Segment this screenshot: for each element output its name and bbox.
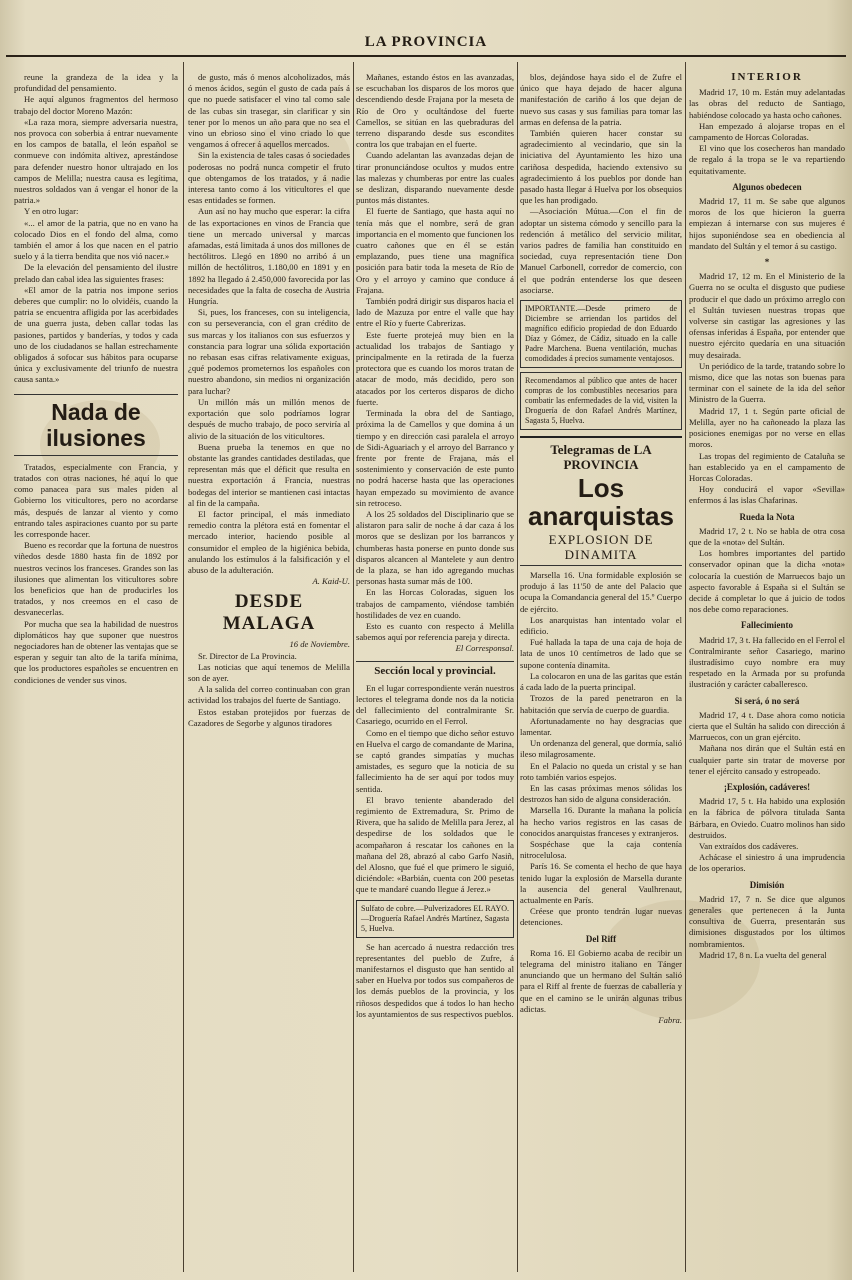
column-5: [689, 72, 845, 1270]
paragraph: blos, dejándose haya sido el de Zufre el único que haya dejado de hacer alguna manifestación de cariño á los que dejan de nuevo sus casas y sus familias para tomar las armas en defensa de la patria.: [520, 72, 682, 127]
paragraph: Hoy conducirá el vapor «Sevilla» enfermos á las islas Chafarinas.: [689, 484, 845, 506]
paragraph: Sin la existencia de tales casas ó sociedades poderosas no podrá nunca competir el fruto que obtengamos de los tratados, y á nadie interesa tanto como á los viticultores el que esas entidades se formen.: [188, 150, 350, 206]
article-subheadline: EXPLOSION DE DINAMITA: [520, 532, 682, 566]
signature: Fabra.: [658, 1014, 682, 1025]
subsection-heading: Rueda la Nota: [739, 511, 795, 522]
paragraph: Se han acercado á nuestra redacción tres representantes del pueblo de Zufre, á manifestarnos el disgusto que han sentido al saber en Huelva por todos sus compañeros de los demás pueblos de la provincia, y los riñosos despedidos que á todos lo han hecho los ayuntamientos de sus respectivos pueblos.: [356, 941, 514, 1019]
paragraph: Van extraídos dos cadáveres.: [699, 841, 799, 851]
paragraph: El fuerte de Santiago, que hasta aquí no tenía más que el nombre, será de gran importancia en el momento que funcionen los cuatro cañones que en él se están emplazando, pues tiene una magnífica posición para batir toda la meseta de Río de Oro y el arroyo y camino que conduce á Frajana.: [356, 206, 514, 295]
paragraph: Trozos de la pared penetraron en la habitación que servía de cuerpo de guardia.: [520, 693, 682, 715]
paragraph: Este fuerte protejeá muy bien en la actualidad los trabajos de Santiago y principalmente en la retirada de la fuerza protectora que es cuando los moros tratan de atacar de modo, más decidido, pero son atacados por los certeros disparos de dicho fuerte.: [356, 329, 514, 407]
paragraph: En el lugar correspondiente verán nuestros lectores el telegrama donde nos da la noticia del fallecimiento del contralmirante Sr. Casariego, ocurrido en el Ferrol.: [356, 682, 514, 727]
masthead-title: LA PROVINCIA: [364, 34, 488, 50]
subsection-heading: Algunos obedecen: [732, 181, 802, 192]
subsection-heading: Si será, ó no será: [734, 695, 800, 706]
paragraph: También quieren hacer constar su agradecimiento al vecindario, que sin la iniciativa del Ayuntamiento les hizo una cariñosa despedida, haciendo extensivo su agradecimiento á los pueblos por donde han pasado hasta llegar á Huelva por los obsequios que les han prodigado.: [520, 128, 682, 206]
paragraph: de gusto, más ó menos alcoholizados, más ó menos ácidos, según el gusto de cada país á que no puede satisfacer el vino tal como sale de las cubas sin trasegar, sin clarificar y sin tener por lo menos un año para que no sea el vino un ebrioso sino el vino criado lo que vengamos á ofrecer á aquellos mercados.: [188, 72, 350, 150]
telegram-header: Telegramas de LA PROVINCIA: [520, 436, 682, 472]
separator-mark: *: [764, 257, 770, 268]
paragraph: Madrid 17, 8 n. La vuelta del general: [699, 949, 827, 960]
paragraph: En las Horcas Coloradas, siguen los trabajos de campamento, viéndose también hostilidades de vez en cuando.: [356, 587, 514, 620]
subsection-heading: Dimisión: [749, 879, 785, 890]
article-headline: Nada de ilusiones: [14, 394, 178, 456]
dateline: 16 de Noviembre.: [289, 639, 350, 650]
column-divider: [685, 62, 686, 1272]
paragraph: Mañanes, estando éstos en las avanzadas, se escuchaban los disparos de los moros que descendiendo desde Frajana por la meseta de Río de Oro y ocultándose del fuerte Camellos, se sitúan en las quebraduras del terreno disparando desde sus escondites contra los que trabajan en el fuerte.: [356, 72, 514, 150]
paragraph: Y en otro lugar:: [24, 206, 79, 217]
advertisement: IMPORTANTE.—Desde primero de Diciembre se arriendan los partidos del magnífico edificio propiedad de don Eduardo Díaz y Gómez, de Cádiz, situado en la calle Padre Marchena. Buena ventilación, muchas comodidades á precios sumamente ventajosos.: [520, 300, 682, 368]
advertisement: Recomendamos al público que antes de hacer compras de los combustibles necesarios para combatir las enfermedades de la vid, visiten la Droguería de don Rafael Andrés Martínez, Sagasta 5, Huelva.: [520, 372, 682, 430]
column-4: [520, 72, 682, 1270]
column-divider: [353, 62, 354, 1272]
paragraph: En las casas próximas menos sólidas los destrozos han sido de alguna consideración.: [520, 782, 682, 805]
paragraph: Afortunadamente no hay desgracias que lamentar.: [520, 715, 682, 737]
paragraph: He aquí algunos fragmentos del hermoso trabajo del doctor Moreno Mazón:: [14, 94, 178, 116]
paragraph: De la elevación del pensamiento del ilustre prelado dan cabal idea las siguientes frases:: [14, 262, 178, 284]
paragraph: Un ordenanza del general, que dormía, salió ileso milagrosamente.: [520, 738, 682, 760]
paragraph: —Asociación Mútua.—Con el fin de adoptar un sistema cómodo y sencillo para la redención á metálico del servicio militar, varios padres de familia han constituido en sociedad, cuya representación tiene Don Manuel Carbonell, corredor de comercio, con el que podrán entenderse los que deseen asociarse.: [520, 206, 682, 295]
subsection-heading: Fallecimiento: [741, 620, 793, 631]
paragraph: Un periódico de la tarde, tratando sobre lo mismo, dice que las notas son buenas para terminar con el sainete de la ida del señor Ministro de la Guerra.: [689, 360, 845, 405]
paragraph: Un millón más un millón menos de exportación que solo podríamos lograr después de mucho trabajo, de poco serviría al alivio de la situación de los viticultores.: [188, 396, 350, 441]
paragraph: Madrid 17, 7 n. Se dice que algunos generales que pertenecen á la Junta consultiva de Guerra, presentarán sus dimisiones disgustados por los últimos nombramientos.: [689, 893, 845, 949]
paragraph: Madrid 17, 4 t. Dase ahora como noticia cierta que el Sultán ha salido con dirección á Marruecos, con un gran ejército.: [689, 709, 845, 743]
paragraph: La colocaron en una de las garitas que están á cada lado de la puerta principal.: [520, 670, 682, 693]
paragraph: Cuando adelantan las avanzadas dejan de tirar pronunciándose ocultos y mudos entre las malezas y chumberas por entre las cuales se deslizan, disparando nuevamente desde puntos más distantes.: [356, 150, 514, 206]
paragraph: Fué hallada la tapa de una caja de hoja de lata de unos 10 centímetros de lado que se supone contenía dinamita.: [520, 637, 682, 670]
paragraph: En el Palacio no queda un cristal y se han roto también varios espejos.: [520, 760, 682, 782]
paragraph: Aun así no hay mucho que esperar: la cifra de las exportaciones en vinos de Francia que tiene un mercado universal y marcas afamadas, está limitada á unos dos millones de hectólitros. Llegó en 1890 no arribó á un millón de hectólitros, 1.180,00 en 1891 y en 1892 ha llegado á 2.450,000 favorecida por las necesidades que la falta de cosecha de Austria Hungría.: [188, 206, 350, 307]
paragraph: Madrid 17, 10 m. Están muy adelantadas las obras del reducto de Santiago, habiéndose colocado ya hasta ocho cañones.: [689, 87, 845, 120]
paragraph: Roma 16. El Gobierno acaba de recibir un telegrama del ministro italiano en Tánger anunciando que un hermano del Sultán salió para el Riff al frente de fuerzas de caballería y que en el camino se le unirán algunas tribus adictas.: [520, 947, 682, 1014]
paragraph: Buena prueba la tenemos en que no obstante las grandes cantidades destiladas, que representan más que el déficit que resulta en nuestra exportación á Francia, nuestras bodegas del interior se mantienen casi intactas al fin de la campaña.: [188, 441, 350, 508]
paragraph: Madrid 17, 11 m. Se sabe que algunos moros de los que hicieron la guerra empiezan á internarse con sus mujeres é hijos suponiéndose sea en obediencia al mandato del Sultán y el temor á su castigo.: [689, 196, 845, 251]
paragraph: Terminada la obra del de Santiago, próxima la de Camellos y que domina á un tiempo y en dirección casi paralela el arroyo de Sidi-Aguariach y el arroyo del Barranco y frente por frente de Frajana, más el sostenimiento y conservación de este punto no podrá hacerse hasta que las operaciones hayan empezado su movimiento de avance sin retroceso.: [356, 408, 514, 508]
paragraph: Achácase el siniestro á una imprudencia de los operarios.: [689, 852, 845, 874]
paragraph: Sospéchase que la caja contenía nitrocelulosa.: [520, 838, 682, 861]
paragraph: Por mucha que sea la habilidad de nuestros diplomáticos hay que suponer que nuestros negociadores han de obtener las ventajas que se esperan y seguir tan alto de la tarifa mínima, que los productores españoles se encuentren en condiciones de vender sus vinos.: [14, 618, 178, 685]
paragraph: Madrid 17, 1 t. Según parte oficial de Melilla, ayer no ha cañoneado la plaza las posiciones enemigas por no verse en ellas moros.: [689, 405, 845, 450]
paragraph: El factor principal, el más inmediato remedio contra la plétora está en fomentar el mercado interior, haciendo posible al consumidor el empleo de la higiénica bebida, anulando los estímulos á la falsificación y el abuso de la adulteración.: [188, 508, 350, 575]
paragraph: A los 25 soldados del Disciplinario que se alistaron para salir de noche á dar caza á los moros que se deslizan por los barrancos y chumberas hasta ponerse en punto donde sus disparos alcancen al Mantelete y aun dentro de la plaza, se han ido agregando muchas personas hasta sumar más de 100.: [356, 508, 514, 587]
subsection-heading: Del Riff: [585, 933, 617, 944]
paragraph: reune la grandeza de la idea y la profundidad del pensamiento.: [14, 72, 178, 94]
paragraph: El bravo teniente abanderado del regimiento de Extremadura, Sr. Primo de Rivera, que ha salido de Melilla para Jerez, al despedirse de los soldados que le acompañaron á rescatar los cañones en la mañana del 28, abrazó al cabo Garfo Nasiñ, del Alosno, que fué el que primero le siguió, diciéndole: «Barbián, cuenta con 200 pesetas que te mandaré cuando llegue á Jerez.»: [356, 794, 514, 895]
paragraph: «... el amor de la patria, que no en vano ha colocado Dios en el fondo del alma, como también el amor á los que nacen en el patrio suelo y á la tierra bendita que nos vió nacer.»: [14, 217, 178, 262]
paragraph: Esto es cuanto con respecto á Melilla sabemos aquí por referencia pareja y directa.: [356, 620, 514, 643]
paragraph: Las tropas del regimiento de Cataluña se han establecido ya en el campamento de Horcas Coloradas.: [689, 450, 845, 483]
paragraph: Bueno es recordar que la fortuna de nuestros viñedos desde 1880 hasta fin de 1892 por nuestros vecinos los franceses. Grandes son las ilusiones que alimentan los viticultores sobre los beneficios que han de producirles los tratados, y nos creemos en el caso de desvanecerlas.: [14, 540, 178, 618]
paragraph: «El amor de la patria nos impone serios deberes que cumplir: no lo olvidéis, cuando la patria se encuentra afligida por las acerbidades de una guerra justa, deben callar todas las pasiones, partidos y banderías, y todos y cada uno de los ciudadanos se hallan estrechamente obligados á sofocar sus hábitos para ocuparse única y exclusivamente del triunfo de nuestra causa santa.»: [14, 284, 178, 385]
greeting: Sr. Director de La Provincia.: [198, 650, 297, 661]
paragraph: Si, pues, los franceses, con su inteligencia, con su perseverancia, con el gran crédito de sus marcas y los italianos con sus esfuerzos y constancia para lograr una sólida exportación no rebasan esas cifras relativamente exiguas, ¿qué podemos prometernos los españoles con nuestro abandono, sin medios ni organización para luchar?: [188, 307, 350, 396]
paragraph: Madrid 17, 5 t. Ha habido una explosión en la fábrica de pólvora titulada Santa Bárbara, en Oviedo. Cuatro molinos han sido destruidos.: [689, 796, 845, 840]
paragraph: Como en el tiempo que dicho señor estuvo en Huelva el cargo de comandante de Marina, se captó grandes simpatías y muchas amistades, es seguro que la noticia de su fallecimiento ha de ser aquí por todos muy sentida.: [356, 727, 514, 794]
paragraph: Madrid 17, 2 t. No se habla de otra cosa que de la «nota» del Sultán.: [689, 525, 845, 547]
article-headline: DESDE MALAGA: [222, 591, 316, 635]
paragraph: «La raza mora, siempre adversaria nuestra, nos provoca con soberbia á entrar nuevamente en los campos de batalla, el león español se conmueve con indómita altivez, aprestándose para defender nuestro honor ultrajado en los campos de Melilla; nuestra causa es legítima, nuestros soldados van á vengar el honor de la patria.»: [14, 116, 178, 206]
paragraph: Mañana nos dirán que el Sultán está en cualquier parte sin tratar de moverse por tener el ejército cansado y estropeado.: [689, 743, 845, 776]
column-3: [356, 72, 514, 1270]
paragraph: A la salida del correo continuaban con gran actividad los trabajos del fuerte de Santiago.: [188, 684, 350, 706]
column-1: [14, 72, 178, 1270]
paragraph: Los hombres importantes del partido conservador opinan que la dicha «nota» colocaría la cuestión de Marruecos bajo un aspecto favorable á España si el Sultán se decide á completar lo que á juicio de todos nos debe como reparaciones.: [689, 548, 845, 615]
signature: El Corresponsal.: [455, 643, 514, 654]
paragraph: París 16. Se comenta el hecho de que haya tenido lugar la explosión de Marsella durante la ausencia del general Vaulhrenaut, actualmente en París.: [520, 861, 682, 905]
section-heading: Sección local y provincial.: [356, 661, 514, 677]
column-divider: [517, 62, 518, 1272]
article-headline: Los anarquistas: [528, 473, 674, 532]
paragraph: Han empezado á alojarse tropas en el campamento de Horcas Coloradas.: [689, 120, 845, 143]
column-divider: [183, 62, 184, 1272]
paragraph: Madrid 17, 3 t. Ha fallecido en el Ferrol el Contralmirante señor Casariego, marino ilustradísimo cuyo nombre era muy respetado en la Armada por su profunda ilustración y carácter caballeresco.: [689, 634, 845, 690]
paragraph: Las noticias que aquí tenemos de Melilla son de ayer.: [188, 661, 350, 683]
paragraph: El vino que los cosecheros han mandado de regalo á la tropa se le va repartiendo equitativamente.: [689, 143, 845, 176]
paragraph: Marsella 16. Durante la mañana la policía ha hecho varios registros en las casas de conocidos anarquistas franceses y extranjeros.: [520, 805, 682, 838]
paragraph: Créese que pronto tendrán lugar nuevas detenciones.: [520, 906, 682, 928]
signature: A. Kaid-U.: [312, 576, 350, 587]
header-rule: [6, 55, 846, 57]
paragraph: Madrid 17, 12 m. En el Ministerio de la Guerra no se oculta el disgusto que pudiese producir el que dado un próximo arreglo con el Sultán tuviesen nuestras tropas que volverse sin castigar las agresiones y las ofensas inferidas á España, por entender que nuestro ejército quedaría en una situación muy desairada.: [689, 271, 845, 360]
subsection-heading: ¡Explosión, cadáveres!: [723, 781, 811, 792]
advertisement: Sulfato de cobre.—Pulverizadores EL RAYO.—Droguería Rafael Andrés Martínez, Sagasta 5, Huelva.: [356, 900, 514, 938]
paragraph: Marsella 16. Una formidable explosión se produjo á las 11'50 de ante del Palacio que ocupa la Comandancia general del 15.º Cuerpo de ejército.: [520, 570, 682, 614]
paragraph: También podrá dirigir sus disparos hacia el lado de Mazuza por entre el valle que hay entre el Río y fuerte Cabrerizas.: [356, 296, 514, 329]
section-heading: INTERIOR: [731, 72, 803, 83]
paragraph: Tratados, especialmente con Francia, y tratados con otras naciones, hé aquí lo que como panacea para sus males piden al Gobierno los viticultores, pero no acordarse más, después de lanzar al viento y como entrando tales aspiraciones cuanto por su parte les corresponde hacer.: [14, 461, 178, 539]
paragraph: Los anarquistas han intentado volar el edificio.: [520, 614, 682, 637]
paragraph: Estos estaban protejidos por fuerzas de Cazadores de Segorbe y algunos tiradores: [188, 706, 350, 728]
column-2: [188, 72, 350, 1270]
